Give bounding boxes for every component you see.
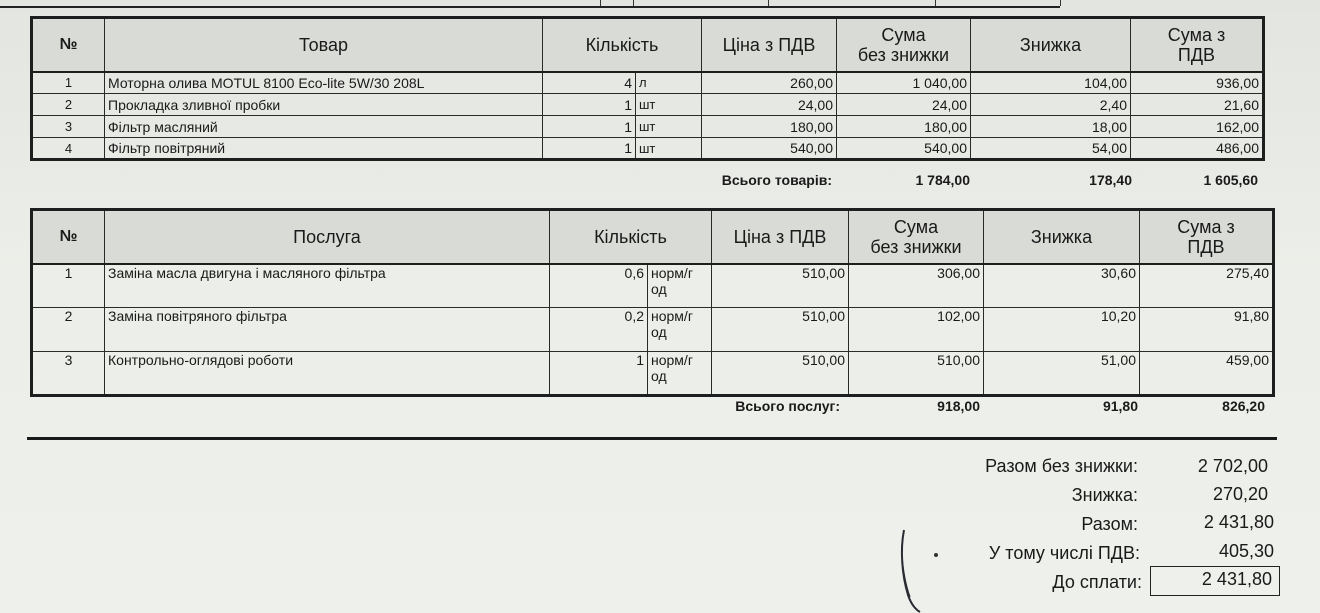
summary-discount-label: Знижка: xyxy=(1071,485,1138,505)
summary-vat-value: 405,30 xyxy=(1218,541,1274,561)
table-row: 1 Моторна олива MOTUL 8100 Eco-lite 5W/30 208L 4 л 260,00 1 040,00 104,00 936,00 xyxy=(32,72,1264,94)
services-header-num: № xyxy=(32,210,105,264)
services-header-price: Ціна з ПДВ xyxy=(712,210,849,264)
services-header-name: Послуга xyxy=(105,210,550,264)
pen-dot xyxy=(934,553,938,557)
summary-discount-value: 270,20 xyxy=(1212,484,1268,504)
table-row: 1 Заміна масла двигуна і масляного фільтра 0,6 норм/г од 510,00 306,00 30,60 275,40 xyxy=(32,264,1274,308)
summary-pay-label: До сплати: xyxy=(1052,572,1142,592)
pay-amount-box xyxy=(1150,566,1280,596)
table-row: 3 Контрольно-оглядові роботи 1 норм/г од 510,00 510,00 51,00 459,00 xyxy=(32,352,1274,396)
table-row: 4 Фільтр повітряний 1 шт 540,00 540,00 54,00 486,00 xyxy=(32,138,1264,160)
goods-header-num: № xyxy=(32,18,105,72)
goods-header-price: Ціна з ПДВ xyxy=(702,18,837,72)
goods-totals-total: 1 605,60 xyxy=(1203,172,1258,188)
services-header-discount: Знижка xyxy=(984,210,1140,264)
summary-pay-value: 2 431,80 xyxy=(1201,569,1272,589)
goods-header-total: Сума з ПДВ xyxy=(1131,18,1264,72)
summary-subtotal-value: 2 702,00 xyxy=(1197,456,1268,476)
goods-header-sum: Сума без знижки xyxy=(837,18,971,72)
goods-header-qty: Кількість xyxy=(543,18,702,72)
services-header-qty: Кількість xyxy=(550,210,712,264)
goods-totals-sum: 1 784,00 xyxy=(915,172,970,188)
goods-header-name: Товар xyxy=(105,18,543,72)
signature-mark xyxy=(890,525,950,613)
table-row: 2 Прокладка зливної пробки 1 шт 24,00 24,00 2,40 21,60 xyxy=(32,94,1264,116)
summary-subtotal-label: Разом без знижки: xyxy=(985,456,1138,476)
services-totals-discount: 91,80 xyxy=(1102,398,1138,414)
table-row: 2 Заміна повітряного фільтра 0,2 норм/г од 510,00 102,00 10,20 91,80 xyxy=(32,308,1274,352)
goods-totals-discount: 178,40 xyxy=(1089,172,1132,188)
services-totals-sum: 918,00 xyxy=(937,398,980,414)
services-header-sum: Сума без знижки xyxy=(849,210,984,264)
goods-header-discount: Знижка xyxy=(971,18,1131,72)
table-row: 3 Фільтр масляний 1 шт 180,00 180,00 18,00 162,00 xyxy=(32,116,1264,138)
summary-vat-label: У тому числі ПДВ: xyxy=(988,543,1140,563)
summary-total-value: 2 431,80 xyxy=(1203,512,1274,532)
services-header-total: Сума з ПДВ xyxy=(1140,210,1274,264)
services-totals-total: 826,20 xyxy=(1222,398,1265,414)
services-totals-label: Всього послуг: xyxy=(735,398,840,414)
goods-totals-label: Всього товарів: xyxy=(721,172,832,188)
summary-total-label: Разом: xyxy=(1081,514,1138,534)
